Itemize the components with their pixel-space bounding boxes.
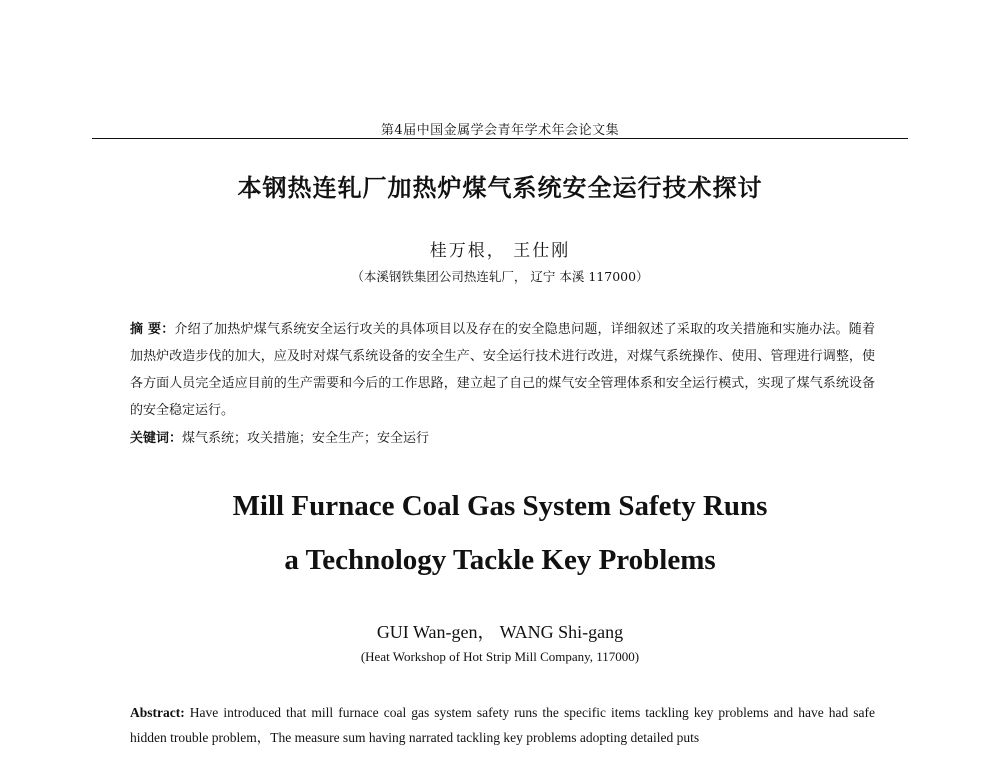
english-authors: GUI Wan-gen， WANG Shi-gang [376, 622, 624, 642]
chinese-abstract-label: 摘 要： [130, 322, 175, 337]
chinese-title: 本钢热连轧厂加热炉煤气系统安全运行技术探讨 [237, 174, 763, 202]
chinese-keywords [130, 429, 875, 449]
chinese-abstract [130, 316, 875, 424]
english-title-line-2: a Technology Tackle Key Problems [284, 544, 716, 576]
chinese-keywords-label: 关键词： [130, 431, 183, 446]
running-header: 第4届中国金属学会青年学术年会论文集 [380, 123, 620, 138]
english-title-line-1: Mill Furnace Coal Gas System Safety Runs [232, 490, 768, 522]
chinese-authors: 桂万根， 王仕刚 [429, 241, 571, 261]
chinese-abstract-text: 介绍了加热炉煤气系统安全运行攻关的具体项目以及存在的安全隐患问题，详细叙述了采取的攻关措施和实施办法。随着加热炉改造步伐的加大，应及时对煤气系统设备的安全生产、安全运行技术进行改进，对煤气系统操作、使用、管理进行调整，使各方面人员完全适应目前的生产需要和今后的工作思路，建立起了自己的煤气安全管理体系和安全运行模式，实现了煤气系统设备的安全稳定运行。 [130, 322, 875, 418]
header-rule [92, 138, 908, 139]
english-abstract-text: Have introduced that mill furnace coal gas system safety runs the specific items tackling key problems and have had safe hidden trouble problem，The measure sum having narrated tackling key problems adopting detailed puts [130, 705, 876, 745]
chinese-keywords-text: 煤气系统；攻关措施；安全生产；安全运行 [182, 431, 430, 446]
chinese-affiliation: （本溪钢铁集团公司热连轧厂， 辽宁 本溪 117000） [351, 269, 649, 284]
english-affiliation: (Heat Workshop of Hot Strip Mill Company, 117000) [360, 649, 640, 664]
english-abstract-label: Abstract: [130, 705, 185, 720]
english-abstract [130, 700, 875, 750]
